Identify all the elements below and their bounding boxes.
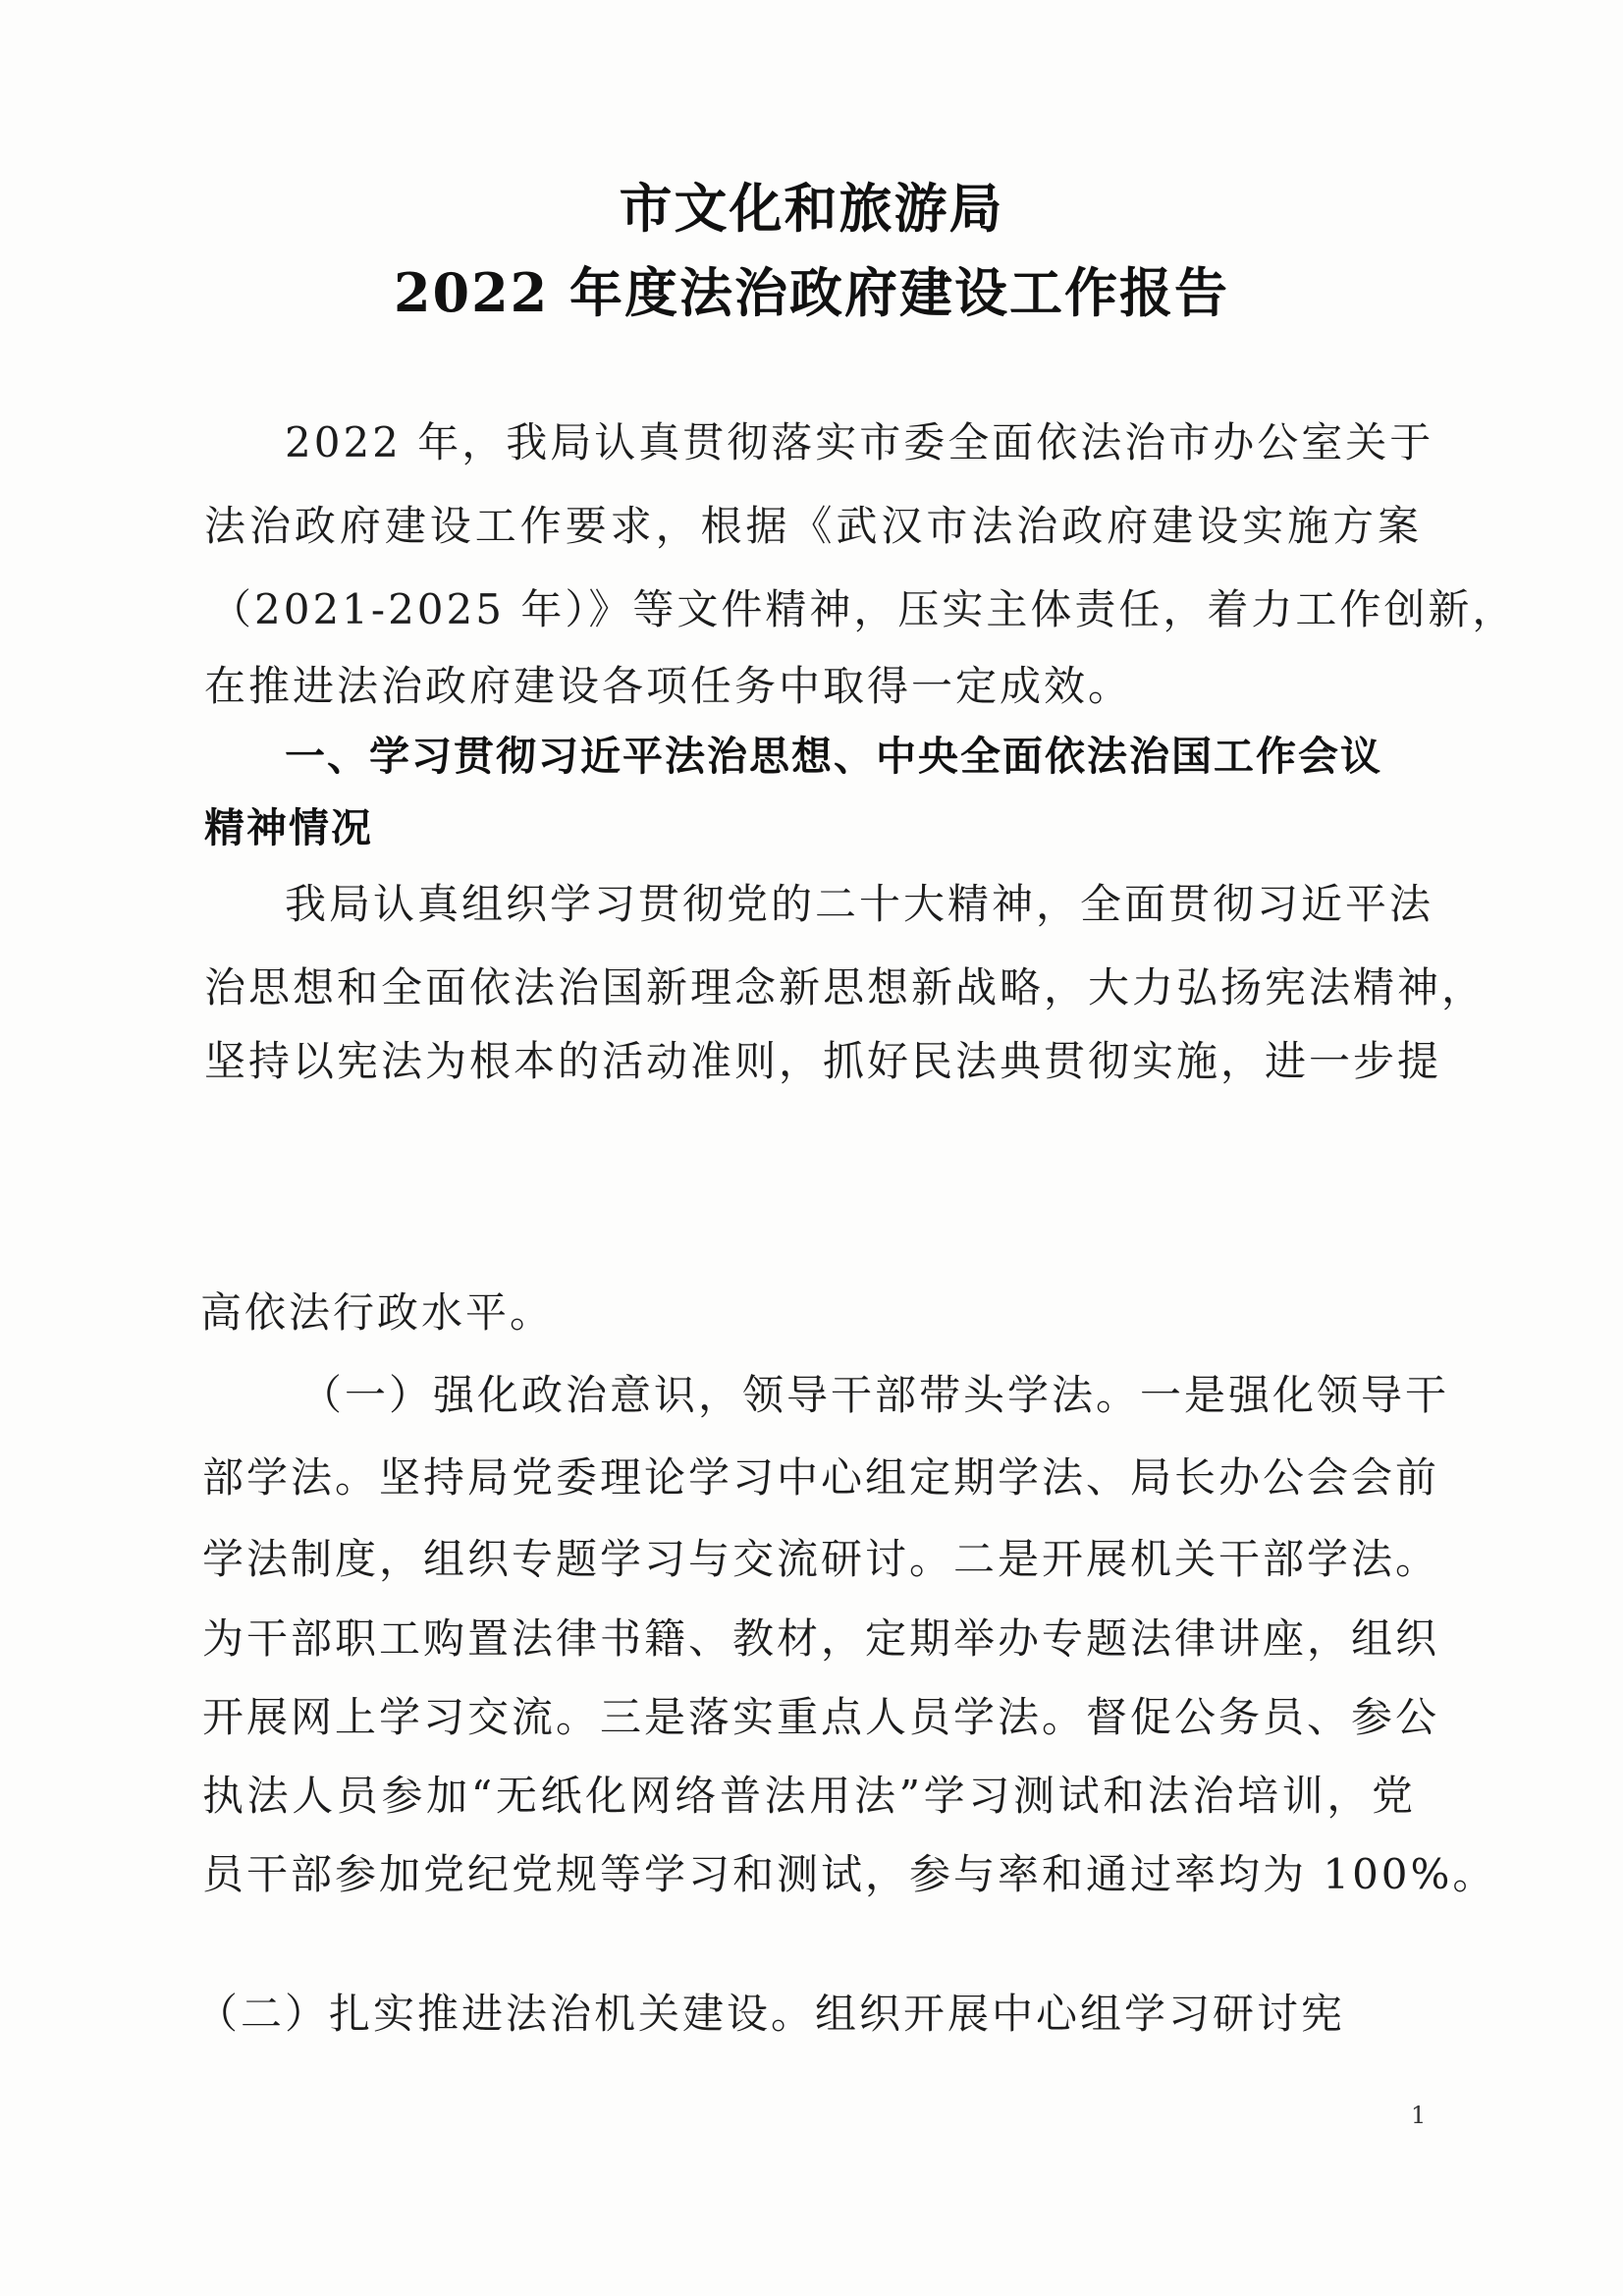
title-line-1: 市文化和旅游局 (619, 177, 1004, 240)
section-1-para-line-2: 治思想和全面依法治国新理念新思想新战略，大力弘扬宪法精神， (204, 963, 1487, 1011)
section-1-heading-line-1: 一、学习贯彻习近平法治思想、中央全面依法治国工作会议 (285, 733, 1382, 780)
intro-line-2: 法治政府建设工作要求，根据《武汉市法治政府建设实施方案 (204, 502, 1422, 550)
sub-1-line-2: 部学法。坚持局党委理论学习中心组定期学法、局长办公会会前 (202, 1453, 1440, 1502)
section-1-heading-line-2: 精神情况 (204, 804, 373, 851)
section-1-para-line-1: 我局认真组织学习贯彻党的二十大精神，全面贯彻习近平法 (285, 880, 1434, 928)
sub-1-line-1: （一）强化政治意识，领导干部带头学法。一是强化领导干 (300, 1371, 1450, 1419)
section-1-para-line-3: 坚持以宪法为根本的活动准则，抓好民法典贯彻实施，进一步提 (204, 1037, 1442, 1085)
intro-line-1: 2022 年，我局认真贯彻落实市委全面依法治市办公室关于 (285, 418, 1434, 466)
page-number: 1 (1411, 2102, 1427, 2129)
sub-1-line-6: 执法人员参加“无纸化网络普法用法”学习测试和法治培训，党 (202, 1772, 1416, 1820)
sub-1-line-4: 为干部职工购置法律书籍、教材，定期举办专题法律讲座，组织 (202, 1614, 1440, 1663)
sub-2-line-1: （二）扎实推进法治机关建设。组织开展中心组学习研讨宪 (196, 1990, 1346, 2038)
title-line-2: 2022 年度法治政府建设工作报告 (393, 261, 1230, 324)
intro-line-4: 在推进法治政府建设各项任务中取得一定成效。 (204, 662, 1133, 710)
intro-line-3: （2021-2025 年）》等文件精神，压实主体责任，着力工作创新， (210, 585, 1517, 633)
sub-1-line-7: 员干部参加党纪党规等学习和测试，参与率和通过率均为 100%。 (202, 1850, 1497, 1898)
sub-1-line-5: 开展网上学习交流。三是落实重点人员学法。督促公务员、参公 (202, 1693, 1440, 1741)
section-1-para-line-4: 高依法行政水平。 (200, 1288, 555, 1337)
sub-1-line-3: 学法制度，组织专题学习与交流研讨。二是开展机关干部学法。 (202, 1535, 1440, 1583)
